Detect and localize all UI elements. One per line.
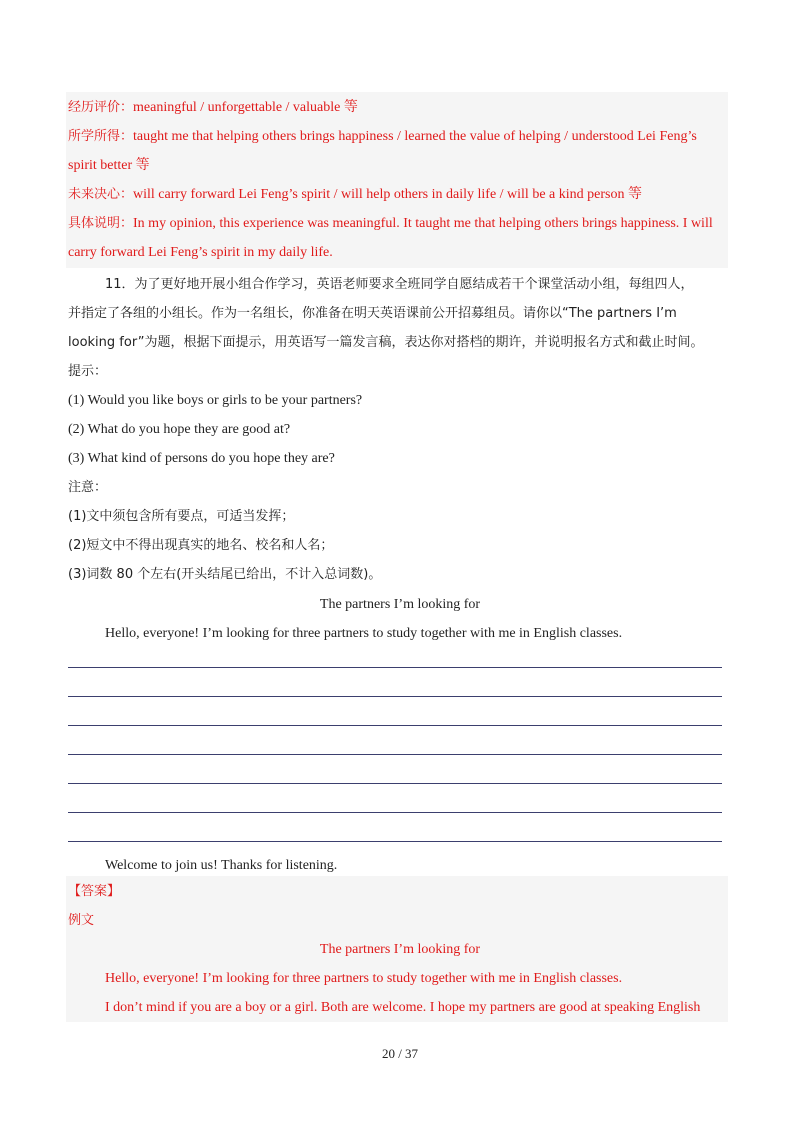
hint-3: (3) What kind of persons do you hope they are? [68, 451, 335, 466]
hint-1: (1) Would you like boys or girls to be your partners? [68, 393, 363, 408]
sample-title: The partners I’m looking for [319, 942, 481, 957]
writing-line [68, 783, 722, 784]
essay-closing: Welcome to join us! Thanks for listening. [105, 858, 338, 873]
answer-label: 未来决心： [68, 187, 134, 202]
answer-line-resolution [68, 185, 642, 205]
note-1: (1)文中须包含所有要点，可适当发挥； [68, 509, 295, 524]
answer-line-learned-cont [68, 156, 150, 176]
answer-line-evaluation [68, 98, 358, 118]
sample-label: 例文 [68, 913, 95, 928]
answer-text: taught me that helping others brings happiness / learned the value of helping / understood Lei Feng’s [133, 129, 697, 144]
essay-opening: Hello, everyone! I’m looking for three partners to study together with me in English classes. [105, 626, 623, 641]
answer-label: 具体说明： [68, 216, 134, 231]
sample-line-1: Hello, everyone! I’m looking for three partners to study together with me in English classes. [105, 971, 623, 986]
essay-title: The partners I’m looking for [319, 597, 481, 612]
answer-block-background [66, 92, 728, 268]
answer-line-explanation-cont [68, 243, 333, 263]
sample-line-2: I don’t mind if you are a boy or a girl. Both are welcome. I hope my partners are good at speaking English [105, 1000, 701, 1015]
writing-line [68, 725, 722, 726]
answer-label: 所学所得： [68, 129, 134, 144]
writing-line [68, 667, 722, 668]
note-3: (3)词数 80 个左右(开头结尾已给出，不计入总词数)。 [68, 567, 382, 582]
answer-line-learned [68, 127, 697, 147]
answer-text: carry forward Lei Feng’s spirit in my daily life. [68, 245, 333, 260]
answer-text: spirit better 等 [68, 158, 150, 173]
answer-line-explanation [68, 214, 713, 234]
writing-line [68, 696, 722, 697]
answer-header: 【答案】 [68, 884, 121, 899]
question-line-1: 11．为了更好地开展小组合作学习，英语老师要求全班同学自愿结成若干个课堂活动小组，每组四人， [105, 277, 694, 292]
hint-label: 提示： [68, 364, 108, 379]
note-2: (2)短文中不得出现真实的地名、校名和人名； [68, 538, 334, 553]
page-number: 20 / 37 [381, 1046, 419, 1061]
question-line-2: 并指定了各组的小组长。作为一名组长，你准备在明天英语课前公开招募组员。请你以“The partners I’m [68, 306, 677, 321]
writing-line [68, 754, 722, 755]
question-line-3: looking for”为题，根据下面提示，用英语写一篇发言稿，表达你对搭档的期许，并说明报名方式和截止时间。 [68, 335, 704, 350]
answer-text: meaningful / unforgettable / valuable 等 [133, 100, 358, 115]
answer-text: In my opinion, this experience was meaningful. It taught me that helping others brings happiness. I will [133, 216, 713, 231]
note-label: 注意： [68, 480, 108, 495]
hint-2: (2) What do you hope they are good at? [68, 422, 291, 437]
answer-label: 经历评价： [68, 100, 134, 115]
writing-line [68, 812, 722, 813]
writing-line [68, 841, 722, 842]
answer-text: will carry forward Lei Feng’s spirit / will help others in daily life / will be a kind person 等 [133, 187, 642, 202]
